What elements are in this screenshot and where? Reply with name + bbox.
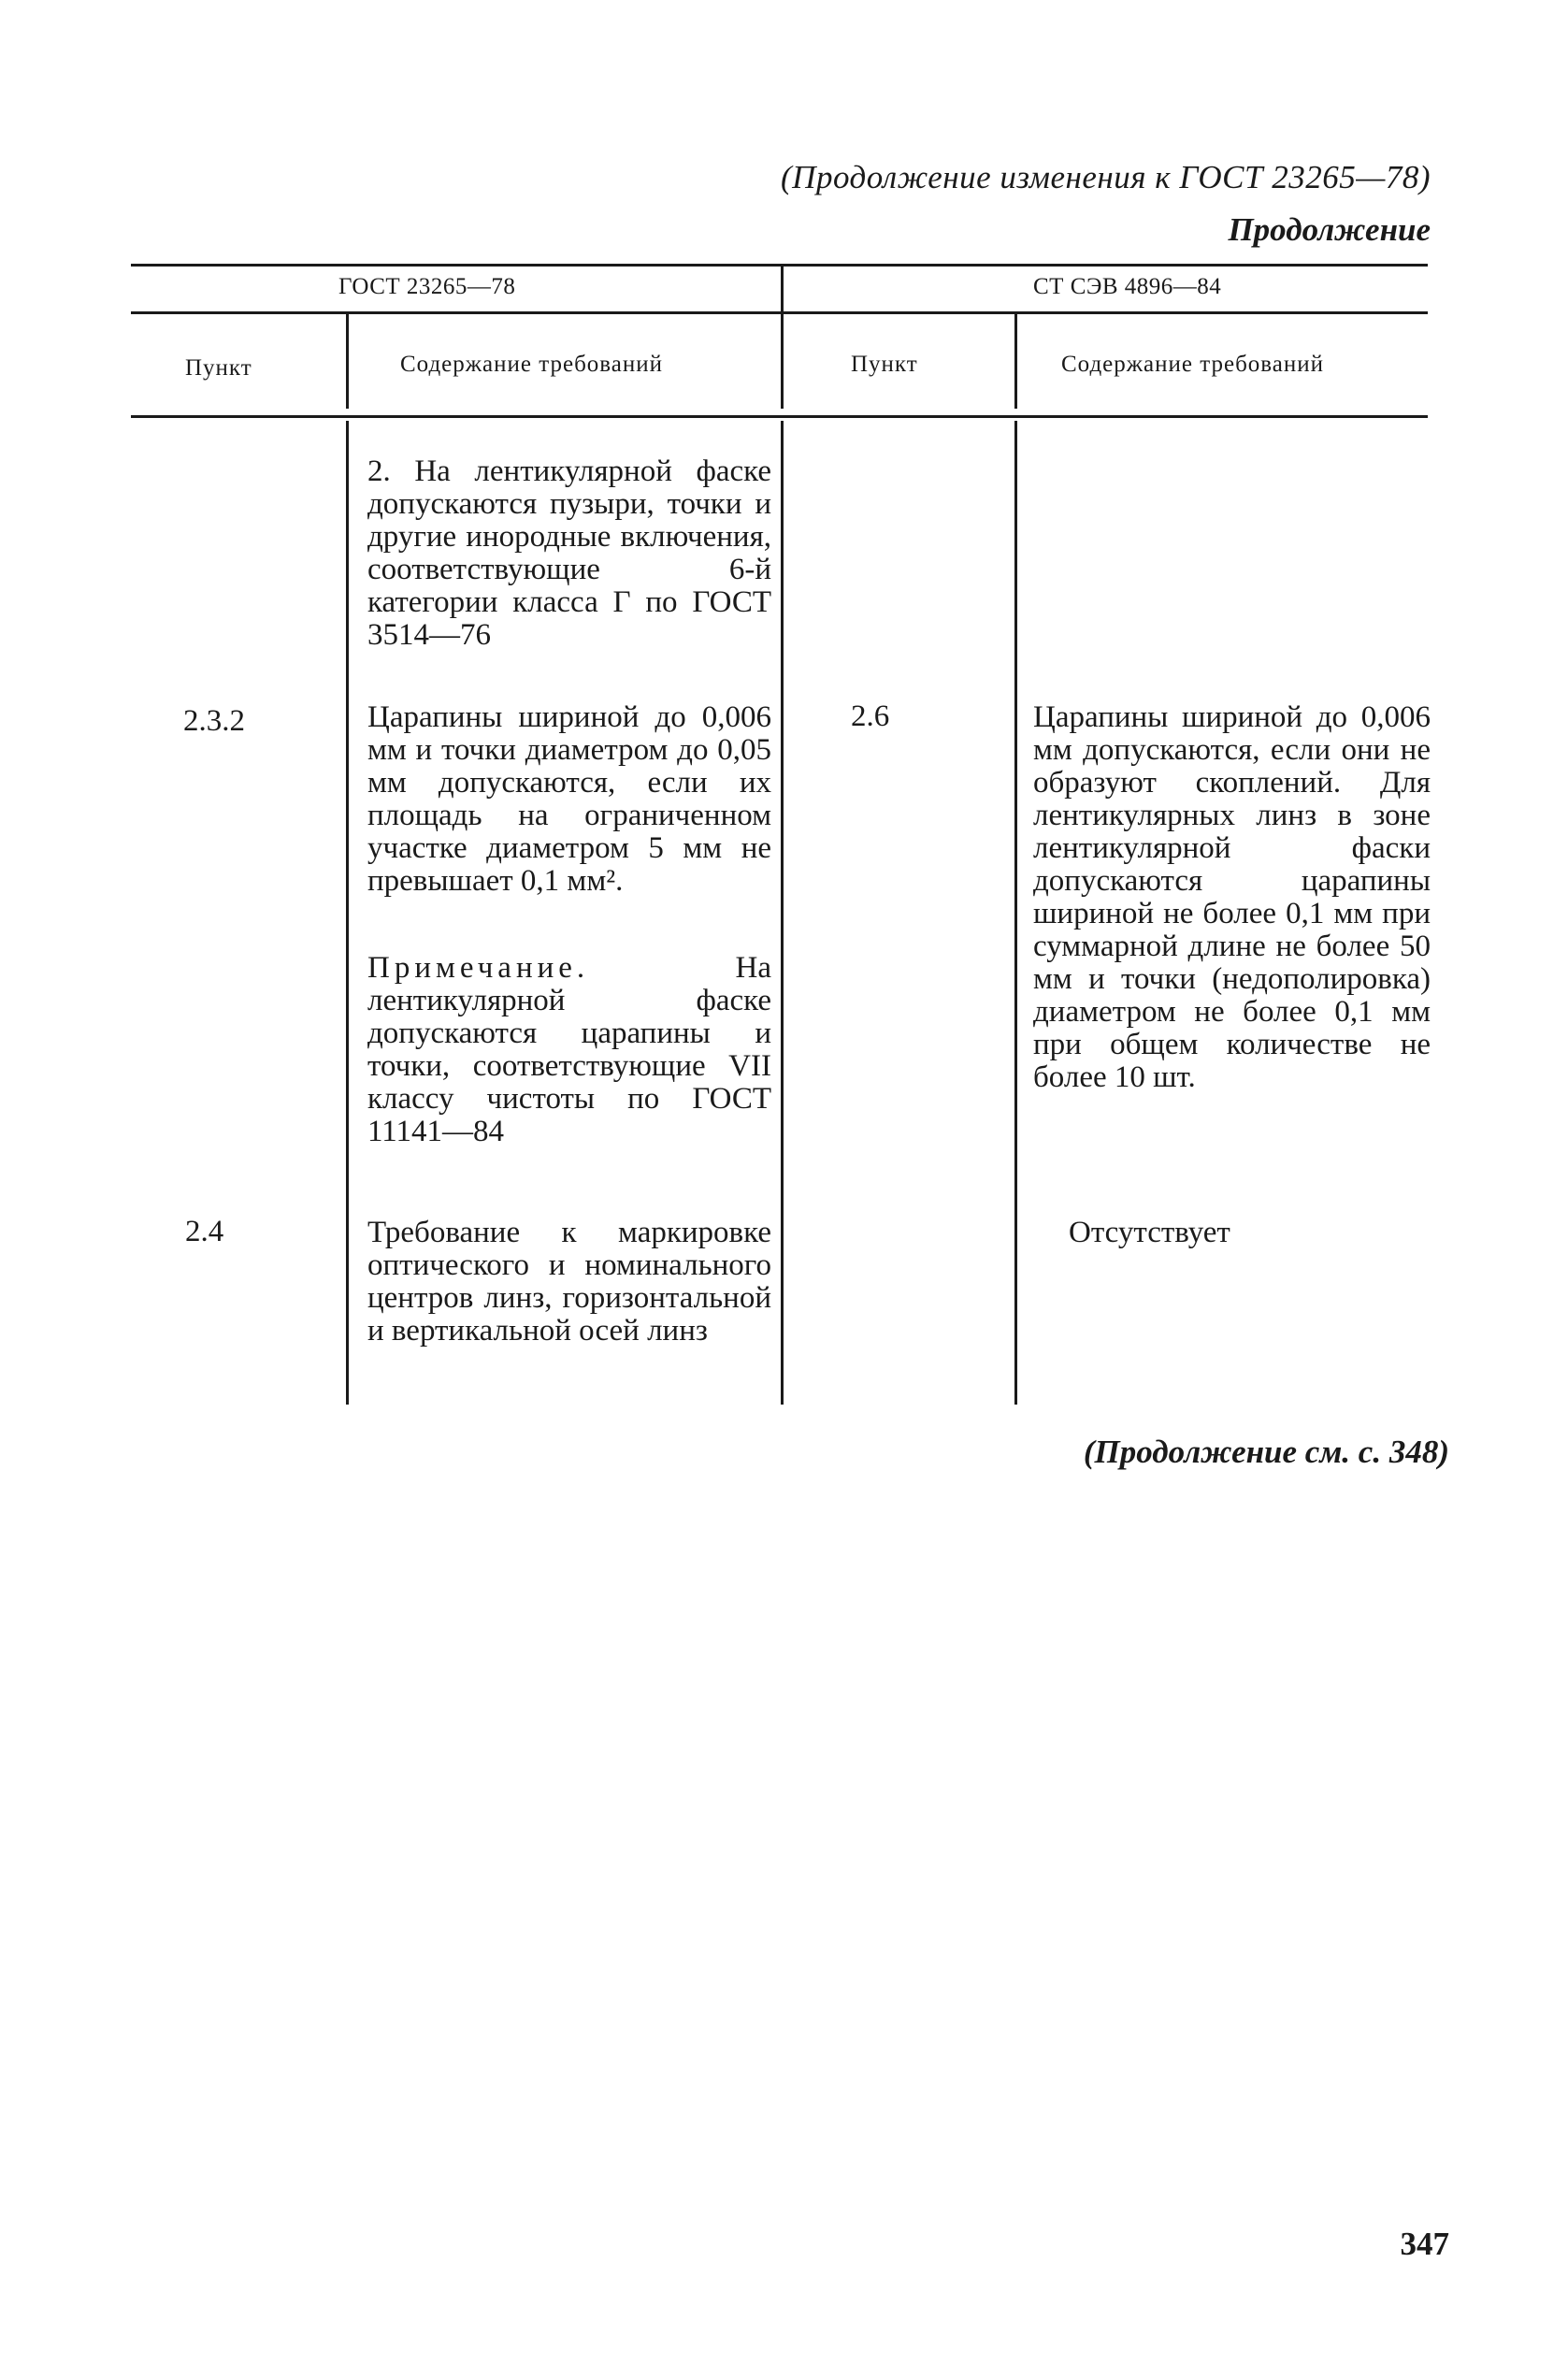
table-row-1-left-text: 2. На лентикулярной фаске допускаются пузыри, точки и другие инородные включения, соответствующие 6-й категории класса Г по ГОСТ 3514—76 xyxy=(367,454,771,652)
table-row-2-right-text: Царапины шириной до 0,006 мм допускаются, если они не образуют скоплений. Для лентикулярных линз в зоне лентикулярной фаски допускаются царапины шириной не более 0,1 мм при суммарной длине не более 50 мм и точки (недополировка) диаметром не более 0,1 мм при общем количестве не более 10 шт. xyxy=(1033,700,1431,1094)
page-number: 347 xyxy=(1400,2226,1449,2262)
left-standard-header: ГОСТ 23265—78 xyxy=(338,274,516,299)
left-content-header: Содержание требований xyxy=(400,352,663,377)
table-row-3-right-text: Отсутствует xyxy=(1069,1216,1230,1249)
table-subheader-rule xyxy=(131,311,1428,314)
column-divider-1 xyxy=(346,313,349,409)
continued-on-page: (Продолжение см. с. 348) xyxy=(1083,1434,1449,1470)
continued-label: Продолжение xyxy=(1228,211,1431,248)
column-divider-3 xyxy=(1014,313,1017,409)
page-header-title: (Продолжение изменения к ГОСТ 23265—78) xyxy=(781,159,1431,195)
table-header-bottom-rule xyxy=(131,415,1428,418)
table-row-3-left-item: 2.4 xyxy=(185,1215,224,1248)
body-divider-1 xyxy=(346,421,349,1405)
right-content-header: Содержание требований xyxy=(1061,352,1324,377)
table-top-rule xyxy=(131,264,1428,267)
body-divider-3 xyxy=(1014,421,1017,1405)
right-standard-header: СТ СЭВ 4896—84 xyxy=(1033,274,1222,299)
right-item-header: Пункт xyxy=(851,352,918,377)
body-divider-2 xyxy=(781,421,784,1405)
table-row-2-right-item: 2.6 xyxy=(851,699,890,733)
left-item-header: Пункт xyxy=(185,355,252,381)
note-text: На лентикулярной фаске допускаются царапины и точки, соответствующие VII классу чистоты по ГОСТ 11141—84 xyxy=(367,951,771,1148)
table-row-2-left-item: 2.3.2 xyxy=(183,704,245,738)
table-row-3-left-text: Требование к маркировке оптического и номинального центров линз, горизонтальной и вертикальной осей линз xyxy=(367,1216,771,1348)
note-label: Примечание. xyxy=(367,951,590,985)
table-row-2-note xyxy=(367,952,771,1148)
standards-divider xyxy=(781,264,784,409)
table-row-2-left-text: Царапины шириной до 0,006 мм и точки диаметром до 0,05 мм допускаются, если их площадь на ограниченном участке диаметром 5 мм не превышает 0,1 мм². xyxy=(367,700,771,898)
